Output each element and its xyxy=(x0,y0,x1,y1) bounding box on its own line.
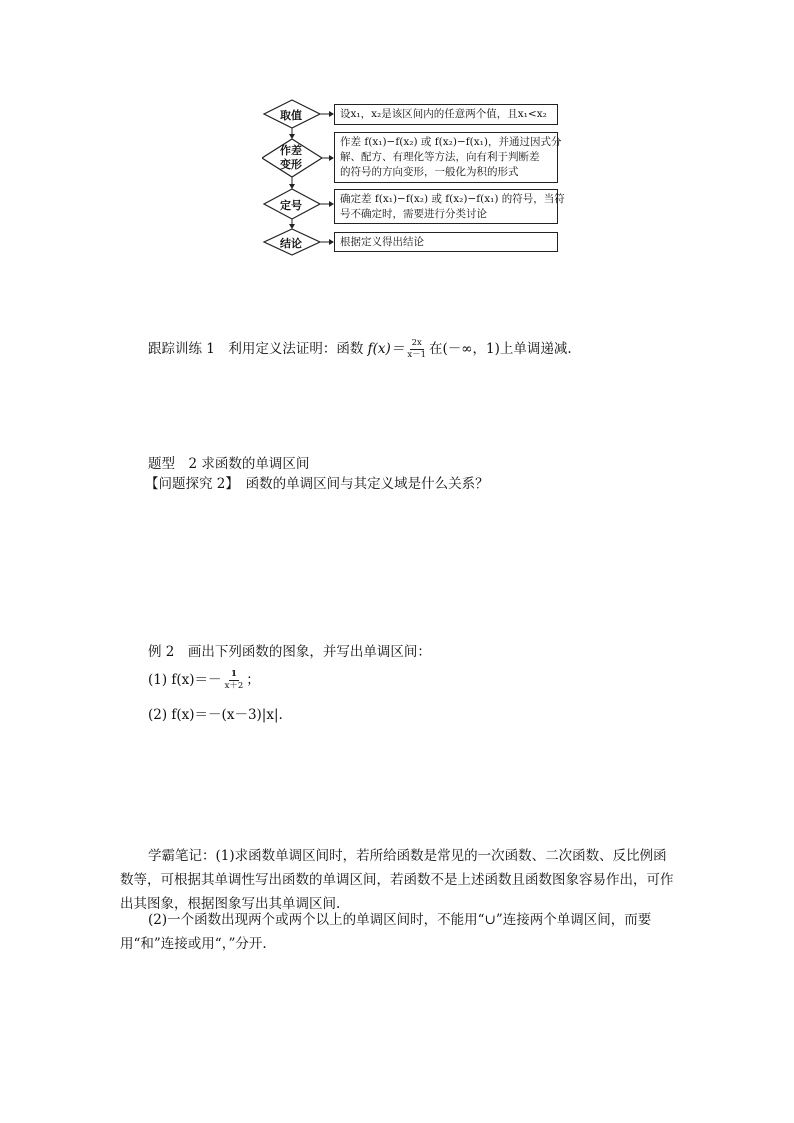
training-1-suffix: 在(－∞，1)上单调递减. xyxy=(429,341,572,357)
step-1-box xyxy=(334,104,558,125)
flowchart xyxy=(262,98,565,258)
example-2-item-1-fraction xyxy=(223,670,246,691)
step-3-desc-line-1: 确定差 f(x₁)−f(x₂) 或 f(x₂)−f(x₁) 的符号，当符 xyxy=(340,193,565,205)
example-2-item-1-prefix: (1) f(x)＝－ xyxy=(148,672,222,688)
example-2-item-1-suffix: ； xyxy=(246,672,260,688)
step-2-box xyxy=(334,132,562,183)
example-2-item-2: (2) f(x)＝－(x－3)|x|. xyxy=(148,707,283,723)
step-2-desc-line-1: 作差 f(x₁)−f(x₂) 或 f(x₂)−f(x₁)，并通过因式分 xyxy=(340,136,562,148)
step-4-label: 结论 xyxy=(280,237,302,250)
step-4-box xyxy=(334,232,558,252)
example-2-item-1-num: 1 xyxy=(230,669,237,679)
step-2-label-line-1: 作差 xyxy=(280,144,302,157)
step-3-desc-line-2: 号不确定时，需要进行分类讨论 xyxy=(340,208,487,220)
step-4-desc: 根据定义得出结论 xyxy=(340,236,424,248)
step-2-desc-line-3: 的符号的方向变形，一般化为积的形式 xyxy=(340,166,519,178)
question-explore-2: 【问题探究 2】 函数的单调区间与其定义域是什么关系？ xyxy=(145,476,489,492)
section-2-title: 题型 2 求函数的单调区间 xyxy=(148,456,310,472)
example-2-item-1 xyxy=(148,668,260,691)
step-1-desc: 设x₁，x₂是该区间内的任意两个值，且x₁<x₂ xyxy=(340,108,547,120)
step-2-desc-line-2: 解、配方、有理化等方法，向有利于判断差 xyxy=(340,151,540,163)
example-2-item-1-den: x＋2 xyxy=(224,681,244,691)
flowchart-diamonds xyxy=(262,98,342,258)
training-1-frac-num: 2x xyxy=(411,338,422,348)
training-1-fraction xyxy=(405,339,428,360)
training-1 xyxy=(148,337,572,360)
training-1-prefix: 跟踪训练 1 利用定义法证明：函数 xyxy=(148,341,368,357)
example-2-intro: 例 2 画出下列函数的图象，并写出单调区间： xyxy=(148,644,431,660)
step-1-label: 取值 xyxy=(280,109,302,122)
training-1-frac-den: x－1 xyxy=(407,350,427,360)
step-3-label: 定号 xyxy=(280,199,302,212)
training-1-func: f(x)＝ xyxy=(367,341,405,357)
step-3-box xyxy=(334,189,565,224)
study-note-paragraph-1: 学霸笔记：(1)求函数单调区间时，若所给函数是常见的一次函数、二次函数、反比例函数等，可根据其单调性写出函数的单调区间，若函数不是上述函数且函数图象容易作出，可作出其图象，根据图象写出其单调区间. xyxy=(120,848,674,912)
study-note-paragraph-2: (2)一个函数出现两个或两个以上的单调区间时，不能用“∪”连接两个单调区间，而要用“和”连接或用“，”分开. xyxy=(120,912,652,952)
step-2-label-line-2: 变形 xyxy=(280,158,302,171)
